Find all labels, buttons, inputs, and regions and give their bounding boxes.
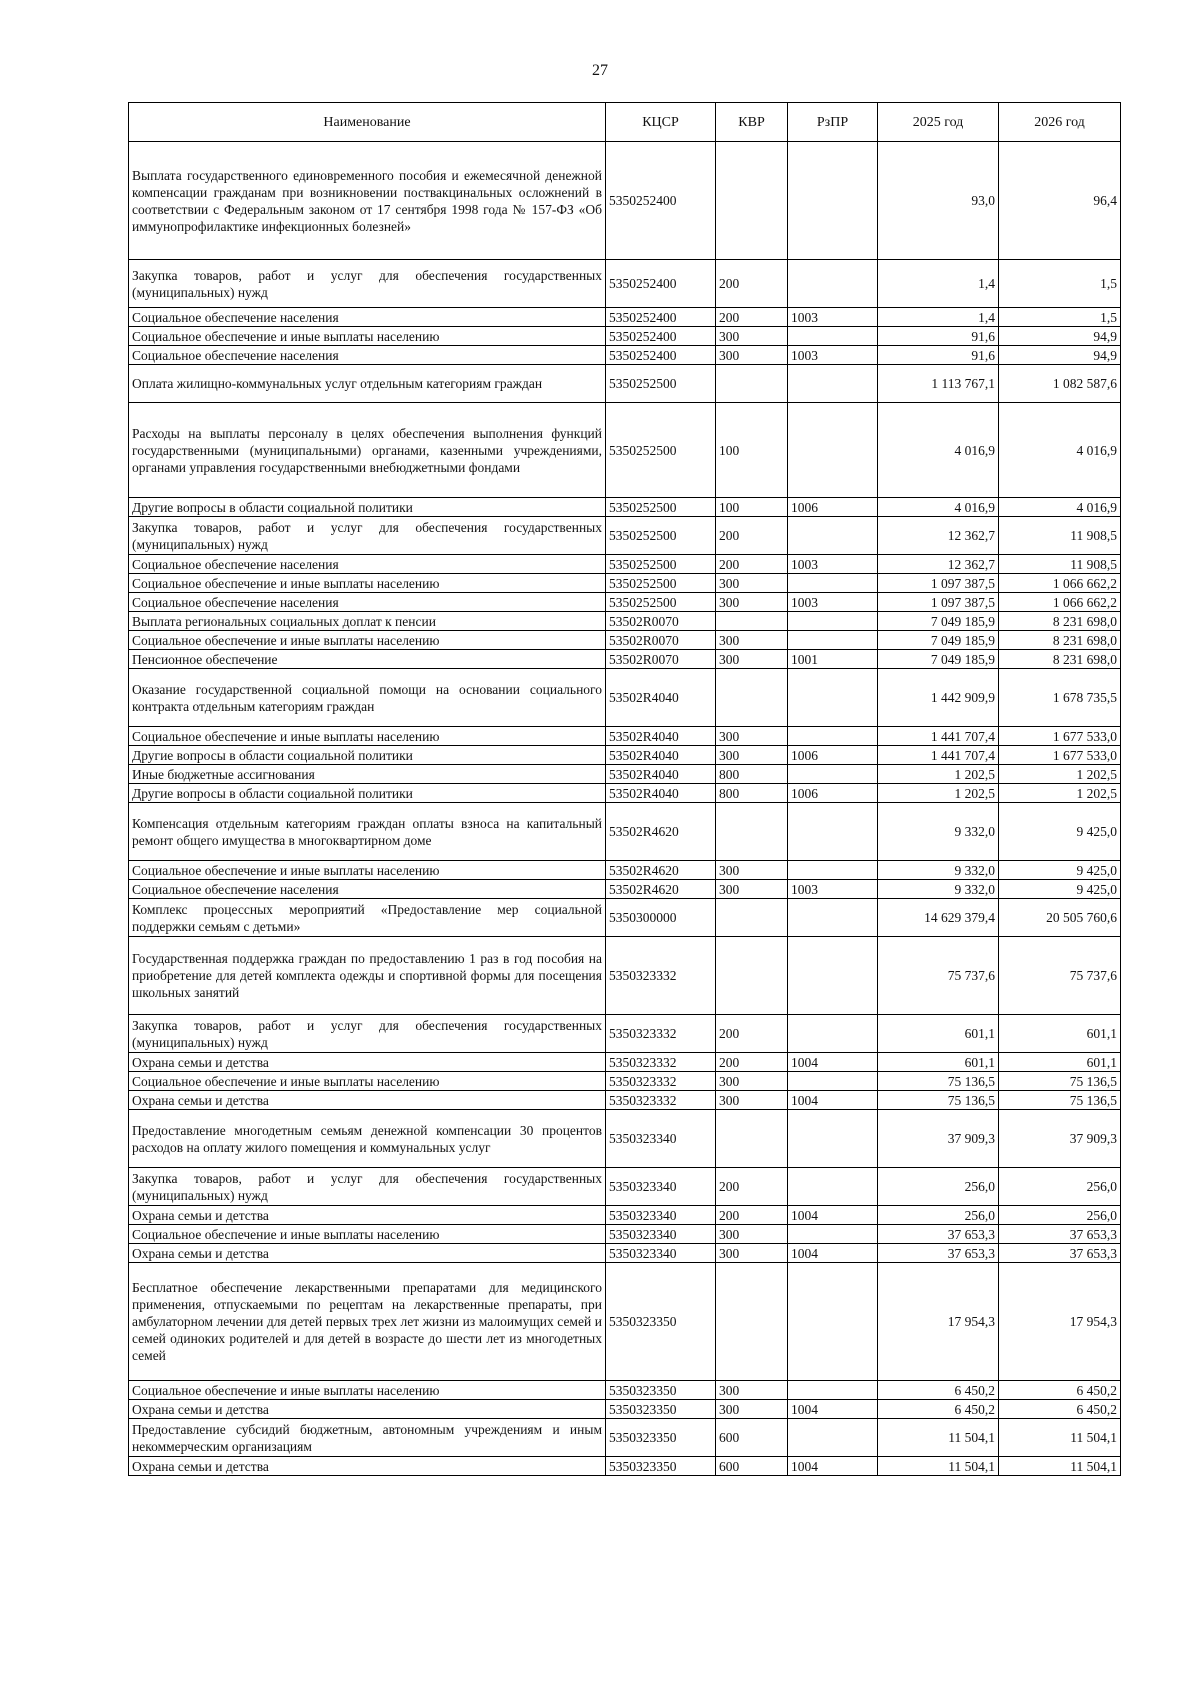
row-name: Охрана семьи и детства [129, 1053, 606, 1072]
row-2025: 1 113 767,1 [878, 365, 999, 403]
row-2026: 9 425,0 [999, 880, 1121, 899]
row-2026: 1,5 [999, 308, 1121, 327]
row-2026: 94,9 [999, 346, 1121, 365]
row-2025: 1 442 909,9 [878, 669, 999, 727]
row-2025: 4 016,9 [878, 403, 999, 498]
page-number: 27 [592, 62, 608, 79]
row-2025: 7 049 185,9 [878, 650, 999, 669]
row-name: Закупка товаров, работ и услуг для обеспечения государственных (муниципальных) нужд [129, 517, 606, 555]
row-kvr: 300 [716, 727, 788, 746]
row-kcsr: 5350252500 [606, 555, 716, 574]
row-kvr: 300 [716, 1381, 788, 1400]
row-name: Пенсионное обеспечение [129, 650, 606, 669]
row-name: Социальное обеспечение и иные выплаты населению [129, 574, 606, 593]
row-name: Закупка товаров, работ и услуг для обеспечения государственных (муниципальных) нужд [129, 260, 606, 308]
row-kcsr: 53502R0070 [606, 612, 716, 631]
row-2026: 1 678 735,5 [999, 669, 1121, 727]
row-kcsr: 53502R4620 [606, 861, 716, 880]
table-row [129, 937, 1121, 1015]
row-kvr: 300 [716, 1244, 788, 1263]
table-row [129, 899, 1121, 937]
table-row [129, 765, 1121, 784]
row-rzpr [788, 1110, 878, 1168]
row-kvr [716, 899, 788, 937]
row-2025: 601,1 [878, 1053, 999, 1072]
row-kvr: 600 [716, 1457, 788, 1476]
row-rzpr [788, 1381, 878, 1400]
row-name: Социальное обеспечение и иные выплаты населению [129, 1381, 606, 1400]
row-name: Расходы на выплаты персоналу в целях обеспечения выполнения функций государственными (муниципальными) органами, казенными учреждениями, органами управления государственными внебюджетными фондами [129, 403, 606, 498]
row-2026: 75 136,5 [999, 1072, 1121, 1091]
row-kcsr: 53502R0070 [606, 631, 716, 650]
row-2026: 8 231 698,0 [999, 650, 1121, 669]
row-name: Оказание государственной социальной помощи на основании социального контракта отдельным категориям граждан [129, 669, 606, 727]
row-kcsr: 5350323350 [606, 1263, 716, 1381]
row-name: Социальное обеспечение и иные выплаты населению [129, 1225, 606, 1244]
row-kcsr: 53502R4040 [606, 784, 716, 803]
row-2026: 6 450,2 [999, 1381, 1121, 1400]
row-2025: 1,4 [878, 260, 999, 308]
row-kcsr: 5350252500 [606, 403, 716, 498]
row-rzpr [788, 1168, 878, 1206]
table-row [129, 746, 1121, 765]
row-name: Социальное обеспечение населения [129, 308, 606, 327]
row-name: Социальное обеспечение и иные выплаты населению [129, 327, 606, 346]
row-kcsr: 5350323350 [606, 1400, 716, 1419]
table-row [129, 498, 1121, 517]
row-2025: 1 441 707,4 [878, 746, 999, 765]
row-2026: 11 504,1 [999, 1419, 1121, 1457]
row-2025: 1 097 387,5 [878, 593, 999, 612]
table-row [129, 1263, 1121, 1381]
row-rzpr [788, 574, 878, 593]
row-name: Предоставление многодетным семьям денежной компенсации 30 процентов расходов на оплату жилого помещения и коммунальных услуг [129, 1110, 606, 1168]
header-name: Наименование [129, 103, 606, 142]
table-row [129, 1015, 1121, 1053]
row-kcsr: 5350252400 [606, 308, 716, 327]
row-2025: 37 909,3 [878, 1110, 999, 1168]
row-2025: 601,1 [878, 1015, 999, 1053]
row-kvr: 300 [716, 574, 788, 593]
row-kcsr: 5350323332 [606, 1072, 716, 1091]
row-kvr: 300 [716, 327, 788, 346]
row-2026: 37 653,3 [999, 1225, 1121, 1244]
table-row [129, 142, 1121, 260]
row-2026: 20 505 760,6 [999, 899, 1121, 937]
row-name: Социальное обеспечение и иные выплаты населению [129, 631, 606, 650]
row-2026: 1 677 533,0 [999, 746, 1121, 765]
row-rzpr: 1003 [788, 555, 878, 574]
row-rzpr: 1006 [788, 784, 878, 803]
row-2026: 94,9 [999, 327, 1121, 346]
row-rzpr: 1004 [788, 1244, 878, 1263]
table-row [129, 1225, 1121, 1244]
row-kvr: 300 [716, 1225, 788, 1244]
row-rzpr: 1004 [788, 1053, 878, 1072]
row-2026: 1 202,5 [999, 784, 1121, 803]
row-name: Бесплатное обеспечение лекарственными препаратами для медицинского применения, отпускаемыми по рецептам на лекарственные препараты, при амбулаторном лечении для детей первых трех лет жизни из малоимущих семей и семей одиноких родителей и для детей в возрасте до шести лет из многодетных семей [129, 1263, 606, 1381]
row-kvr: 300 [716, 880, 788, 899]
row-name: Охрана семьи и детства [129, 1400, 606, 1419]
row-2026: 256,0 [999, 1168, 1121, 1206]
row-kcsr: 5350252500 [606, 365, 716, 403]
row-name: Другие вопросы в области социальной политики [129, 746, 606, 765]
row-name: Другие вопросы в области социальной политики [129, 498, 606, 517]
row-name: Социальное обеспечение и иные выплаты населению [129, 861, 606, 880]
row-2025: 9 332,0 [878, 803, 999, 861]
row-kvr: 200 [716, 1206, 788, 1225]
row-2026: 8 231 698,0 [999, 612, 1121, 631]
row-kvr [716, 669, 788, 727]
row-rzpr [788, 612, 878, 631]
row-kcsr: 5350323350 [606, 1419, 716, 1457]
row-2026: 1 066 662,2 [999, 574, 1121, 593]
table-row [129, 1419, 1121, 1457]
row-name: Закупка товаров, работ и услуг для обеспечения государственных (муниципальных) нужд [129, 1168, 606, 1206]
row-name: Предоставление субсидий бюджетным, автономным учреждениям и иным некоммерческим организациям [129, 1419, 606, 1457]
row-kvr: 300 [716, 593, 788, 612]
table-row [129, 1072, 1121, 1091]
row-name: Иные бюджетные ассигнования [129, 765, 606, 784]
row-kcsr: 5350323332 [606, 1053, 716, 1072]
row-kvr [716, 937, 788, 1015]
row-kcsr: 5350323340 [606, 1225, 716, 1244]
row-rzpr [788, 517, 878, 555]
table-row [129, 1206, 1121, 1225]
row-kvr [716, 612, 788, 631]
row-2025: 1 202,5 [878, 765, 999, 784]
row-2025: 11 504,1 [878, 1419, 999, 1457]
row-2026: 37 909,3 [999, 1110, 1121, 1168]
row-kvr: 200 [716, 1015, 788, 1053]
table-row [129, 669, 1121, 727]
row-kcsr: 5350300000 [606, 899, 716, 937]
table-row [129, 1110, 1121, 1168]
row-kcsr: 53502R0070 [606, 650, 716, 669]
row-kcsr: 5350323350 [606, 1381, 716, 1400]
row-kvr: 300 [716, 861, 788, 880]
row-kcsr: 5350323340 [606, 1168, 716, 1206]
row-name: Выплата региональных социальных доплат к пенсии [129, 612, 606, 631]
row-rzpr [788, 631, 878, 650]
row-kvr: 300 [716, 346, 788, 365]
row-kvr: 800 [716, 765, 788, 784]
row-kvr: 200 [716, 555, 788, 574]
row-rzpr: 1003 [788, 346, 878, 365]
row-2026: 601,1 [999, 1053, 1121, 1072]
row-kvr: 300 [716, 746, 788, 765]
header-rzpr: РзПР [788, 103, 878, 142]
row-name: Социальное обеспечение и иные выплаты населению [129, 1072, 606, 1091]
row-2026: 37 653,3 [999, 1244, 1121, 1263]
row-kcsr: 5350252500 [606, 517, 716, 555]
row-kvr: 300 [716, 631, 788, 650]
row-rzpr: 1004 [788, 1400, 878, 1419]
row-name: Оплата жилищно-коммунальных услуг отдельным категориям граждан [129, 365, 606, 403]
row-name: Социальное обеспечение населения [129, 593, 606, 612]
row-2026: 6 450,2 [999, 1400, 1121, 1419]
row-kcsr: 53502R4040 [606, 746, 716, 765]
row-2026: 17 954,3 [999, 1263, 1121, 1381]
row-2025: 4 016,9 [878, 498, 999, 517]
row-name: Охрана семьи и детства [129, 1457, 606, 1476]
row-rzpr: 1001 [788, 650, 878, 669]
row-2025: 256,0 [878, 1206, 999, 1225]
table-row [129, 308, 1121, 327]
table-row [129, 1053, 1121, 1072]
row-2025: 91,6 [878, 327, 999, 346]
header-year-2026: 2026 год [999, 103, 1121, 142]
header-year-2025: 2025 год [878, 103, 999, 142]
table-row [129, 260, 1121, 308]
row-kvr: 300 [716, 650, 788, 669]
row-name: Комплекс процессных мероприятий «Предоставление мер социальной поддержки семьям с детьми» [129, 899, 606, 937]
row-2026: 256,0 [999, 1206, 1121, 1225]
row-rzpr: 1004 [788, 1091, 878, 1110]
row-2026: 11 908,5 [999, 517, 1121, 555]
row-kvr [716, 1110, 788, 1168]
row-rzpr [788, 403, 878, 498]
row-kvr: 200 [716, 1168, 788, 1206]
row-rzpr [788, 861, 878, 880]
row-kcsr: 5350323332 [606, 1091, 716, 1110]
row-rzpr [788, 365, 878, 403]
table-row [129, 1091, 1121, 1110]
header-kvr: КВР [716, 103, 788, 142]
row-rzpr [788, 669, 878, 727]
table-row [129, 612, 1121, 631]
row-name: Компенсация отдельным категориям граждан оплаты взноса на капитальный ремонт общего имущества в многоквартирном доме [129, 803, 606, 861]
table-row [129, 1457, 1121, 1476]
table-row [129, 1244, 1121, 1263]
table-row [129, 517, 1121, 555]
row-2026: 4 016,9 [999, 498, 1121, 517]
row-2025: 93,0 [878, 142, 999, 260]
row-rzpr: 1004 [788, 1206, 878, 1225]
table-body [129, 142, 1121, 1476]
row-rzpr [788, 1072, 878, 1091]
table-row [129, 784, 1121, 803]
row-name: Охрана семьи и детства [129, 1244, 606, 1263]
row-kvr: 300 [716, 1400, 788, 1419]
row-name: Выплата государственного единовременного пособия и ежемесячной денежной компенсации гражданам при возникновении поствакцинальных осложнений в соответствии с Федеральным законом от 17 сентября 1998 года № 157-ФЗ «Об иммунопрофилактике инфекционных болезней» [129, 142, 606, 260]
row-2026: 9 425,0 [999, 861, 1121, 880]
header-kcsr: КЦСР [606, 103, 716, 142]
row-2025: 12 362,7 [878, 555, 999, 574]
table-row [129, 650, 1121, 669]
row-2025: 256,0 [878, 1168, 999, 1206]
row-kvr [716, 365, 788, 403]
table-row [129, 403, 1121, 498]
row-2025: 9 332,0 [878, 861, 999, 880]
row-kcsr: 5350323332 [606, 1015, 716, 1053]
row-rzpr [788, 1015, 878, 1053]
row-2026: 4 016,9 [999, 403, 1121, 498]
table-row [129, 327, 1121, 346]
row-kcsr: 5350252400 [606, 142, 716, 260]
row-name: Закупка товаров, работ и услуг для обеспечения государственных (муниципальных) нужд [129, 1015, 606, 1053]
row-kcsr: 5350252500 [606, 574, 716, 593]
row-2026: 9 425,0 [999, 803, 1121, 861]
row-2025: 37 653,3 [878, 1225, 999, 1244]
row-kvr: 200 [716, 1053, 788, 1072]
row-2026: 96,4 [999, 142, 1121, 260]
row-kcsr: 5350252400 [606, 327, 716, 346]
row-rzpr [788, 937, 878, 1015]
row-rzpr [788, 1225, 878, 1244]
row-2025: 1 202,5 [878, 784, 999, 803]
row-2025: 75 136,5 [878, 1091, 999, 1110]
row-kvr: 200 [716, 308, 788, 327]
table-row [129, 593, 1121, 612]
row-rzpr: 1003 [788, 880, 878, 899]
table-row [129, 1381, 1121, 1400]
row-rzpr: 1006 [788, 746, 878, 765]
row-2025: 7 049 185,9 [878, 612, 999, 631]
row-kvr [716, 803, 788, 861]
row-name: Государственная поддержка граждан по предоставлению 1 раз в год пособия на приобретение для детей комплекта одежды и спортивной формы для посещения школьных занятий [129, 937, 606, 1015]
row-kcsr: 5350323340 [606, 1206, 716, 1225]
row-kcsr: 5350252500 [606, 498, 716, 517]
table-row [129, 555, 1121, 574]
row-kvr: 200 [716, 517, 788, 555]
budget-table [128, 102, 1121, 1476]
row-2025: 75 737,6 [878, 937, 999, 1015]
row-name: Социальное обеспечение населения [129, 555, 606, 574]
row-name: Социальное обеспечение населения [129, 880, 606, 899]
row-kcsr: 53502R4040 [606, 765, 716, 784]
row-kvr: 800 [716, 784, 788, 803]
row-kvr: 300 [716, 1072, 788, 1091]
row-2025: 6 450,2 [878, 1400, 999, 1419]
row-rzpr [788, 899, 878, 937]
row-kcsr: 53502R4040 [606, 669, 716, 727]
row-kvr: 100 [716, 403, 788, 498]
row-rzpr [788, 803, 878, 861]
row-2025: 75 136,5 [878, 1072, 999, 1091]
row-2026: 75 136,5 [999, 1091, 1121, 1110]
row-rzpr [788, 727, 878, 746]
row-rzpr: 1003 [788, 593, 878, 612]
row-kcsr: 5350252400 [606, 346, 716, 365]
table-row [129, 1168, 1121, 1206]
row-2025: 14 629 379,4 [878, 899, 999, 937]
row-2025: 1,4 [878, 308, 999, 327]
table-row [129, 1400, 1121, 1419]
row-rzpr: 1004 [788, 1457, 878, 1476]
row-2026: 1 082 587,6 [999, 365, 1121, 403]
row-name: Охрана семьи и детства [129, 1091, 606, 1110]
row-kvr: 200 [716, 260, 788, 308]
table-row [129, 861, 1121, 880]
row-2026: 8 231 698,0 [999, 631, 1121, 650]
row-2026: 1 677 533,0 [999, 727, 1121, 746]
row-name: Социальное обеспечение и иные выплаты населению [129, 727, 606, 746]
row-kvr: 100 [716, 498, 788, 517]
row-kvr: 300 [716, 1091, 788, 1110]
table-row [129, 880, 1121, 899]
row-kcsr: 5350323340 [606, 1244, 716, 1263]
row-name: Социальное обеспечение населения [129, 346, 606, 365]
row-2026: 1,5 [999, 260, 1121, 308]
row-kcsr: 5350323350 [606, 1457, 716, 1476]
row-name: Другие вопросы в области социальной политики [129, 784, 606, 803]
table-row [129, 631, 1121, 650]
row-rzpr [788, 1419, 878, 1457]
row-kcsr: 5350323332 [606, 937, 716, 1015]
table-row [129, 803, 1121, 861]
row-2026: 11 504,1 [999, 1457, 1121, 1476]
row-kvr: 600 [716, 1419, 788, 1457]
row-2026: 601,1 [999, 1015, 1121, 1053]
row-kvr [716, 1263, 788, 1381]
row-2025: 91,6 [878, 346, 999, 365]
row-2026: 1 066 662,2 [999, 593, 1121, 612]
row-2026: 1 202,5 [999, 765, 1121, 784]
row-2026: 11 908,5 [999, 555, 1121, 574]
row-2025: 9 332,0 [878, 880, 999, 899]
table-header-row [129, 103, 1121, 142]
row-kcsr: 5350323340 [606, 1110, 716, 1168]
row-kcsr: 5350252500 [606, 593, 716, 612]
table-row [129, 346, 1121, 365]
row-2025: 17 954,3 [878, 1263, 999, 1381]
row-kvr [716, 142, 788, 260]
row-rzpr [788, 765, 878, 784]
row-2025: 37 653,3 [878, 1244, 999, 1263]
row-2025: 11 504,1 [878, 1457, 999, 1476]
row-rzpr [788, 1263, 878, 1381]
row-rzpr [788, 327, 878, 346]
row-rzpr [788, 142, 878, 260]
row-2025: 1 097 387,5 [878, 574, 999, 593]
row-rzpr: 1003 [788, 308, 878, 327]
row-kcsr: 5350252400 [606, 260, 716, 308]
row-kcsr: 53502R4620 [606, 880, 716, 899]
table-row [129, 727, 1121, 746]
row-2025: 12 362,7 [878, 517, 999, 555]
row-kcsr: 53502R4040 [606, 727, 716, 746]
table-row [129, 365, 1121, 403]
row-rzpr: 1006 [788, 498, 878, 517]
row-2026: 75 737,6 [999, 937, 1121, 1015]
row-rzpr [788, 260, 878, 308]
row-2025: 1 441 707,4 [878, 727, 999, 746]
table-row [129, 574, 1121, 593]
row-2025: 6 450,2 [878, 1381, 999, 1400]
row-name: Охрана семьи и детства [129, 1206, 606, 1225]
row-kcsr: 53502R4620 [606, 803, 716, 861]
row-2025: 7 049 185,9 [878, 631, 999, 650]
